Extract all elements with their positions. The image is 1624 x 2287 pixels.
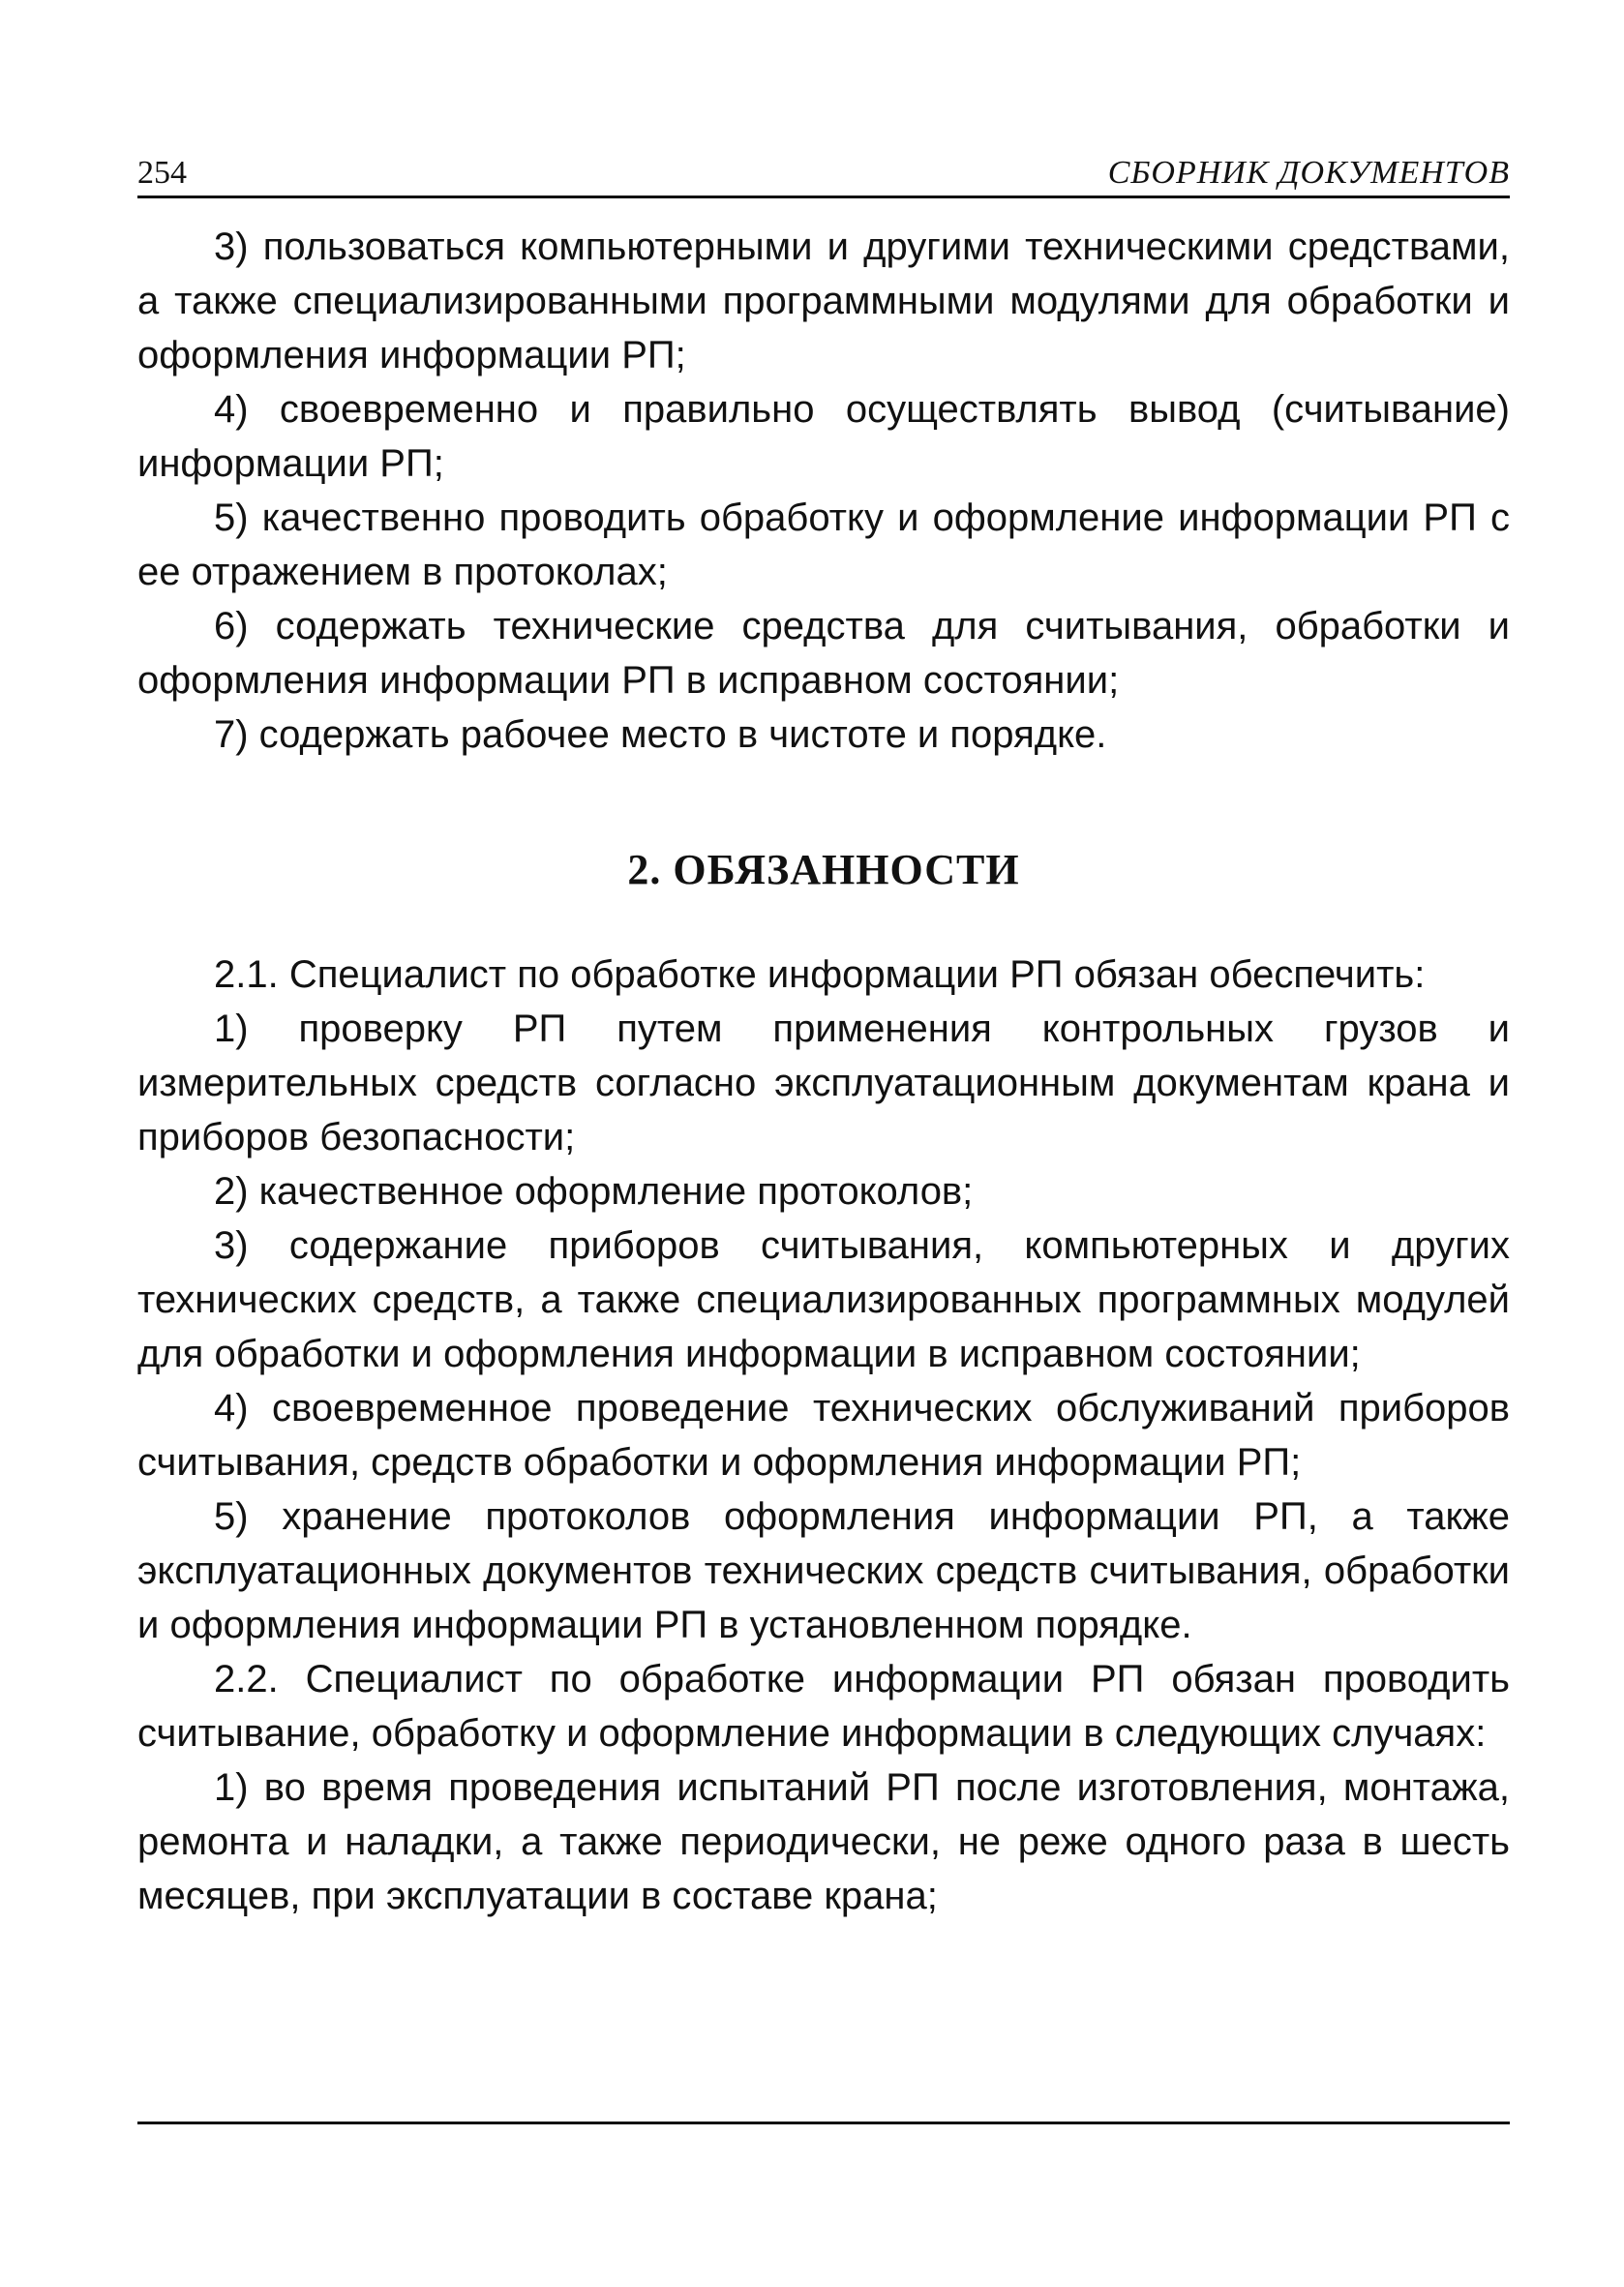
paragraph-clause-2-2-item-1: 1) во время проведения испытаний РП после изготовления, монтажа, ремонта и наладки, а также периодически, не реже одного раза в шесть месяцев, при эксплуатации в составе крана; <box>137 1766 1510 1917</box>
book-title: СБОРНИК ДОКУМЕНТОВ <box>1107 155 1510 191</box>
body-text <box>137 220 1510 1923</box>
page-number: 254 <box>137 155 187 191</box>
paragraph-clause-2-1-item-1: 1) проверку РП путем применения контрольных грузов и измерительных средств согласно эксплуатационным документам крана и приборов безопасности; <box>137 1008 1510 1159</box>
paragraph-clause-2-2: 2.2. Специалист по обработке информации РП обязан проводить считывание, обработку и оформление информации в следующих случаях: <box>137 1658 1510 1755</box>
paragraph-item-4: 4) своевременно и правильно осуществлять вывод (считывание) информации РП; <box>137 388 1510 485</box>
paragraph-clause-2-1-item-3: 3) содержание приборов считывания, компьютерных и других технических средств, а также специализированных программных модулей для обработки и оформления информации в исправном состоянии; <box>137 1224 1510 1375</box>
bottom-rule <box>137 2121 1510 2124</box>
document-page <box>137 145 1510 1923</box>
paragraph-clause-2-1-item-2: 2) качественное оформление протоколов; <box>214 1170 974 1213</box>
paragraph-item-3: 3) пользоваться компьютерными и другими техническими средствами, а также специализированными программными модулями для обработки и оформления информации РП; <box>137 226 1510 376</box>
paragraph-item-6: 6) содержать технические средства для считывания, обработки и оформления информации РП в исправном состоянии; <box>137 605 1510 702</box>
paragraph-item-7: 7) содержать рабочее место в чистоте и порядке. <box>214 713 1107 756</box>
paragraph-clause-2-1: 2.1. Специалист по обработке информации РП обязан обеспечить: <box>214 953 1426 996</box>
running-head <box>137 145 1510 198</box>
paragraph-clause-2-1-item-4: 4) своевременное проведение технических обслуживаний приборов считывания, средств обработки и оформления информации РП; <box>137 1387 1510 1484</box>
paragraph-clause-2-1-item-5: 5) хранение протоколов оформления информации РП, а также эксплуатационных документов технических средств считывания, обработки и оформления информации РП в установленном порядке. <box>137 1495 1510 1646</box>
section-heading: 2. ОБЯЗАННОСТИ <box>627 846 1020 893</box>
paragraph-item-5: 5) качественно проводить обработку и оформление информации РП с ее отражением в протоколах; <box>137 497 1510 593</box>
